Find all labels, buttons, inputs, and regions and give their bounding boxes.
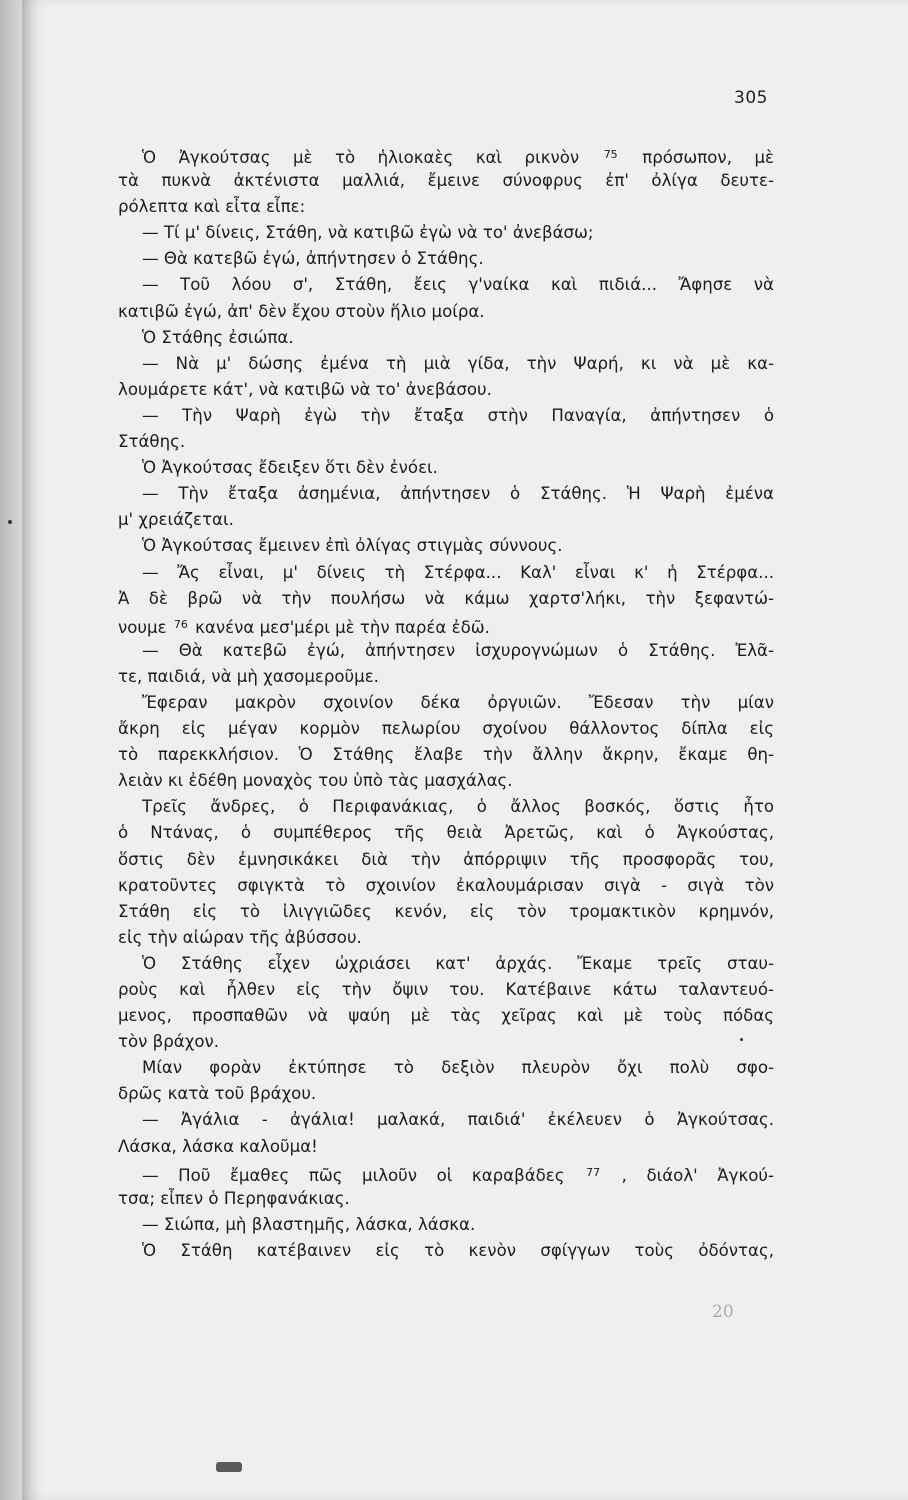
- text-line: [118, 325, 774, 351]
- ink-smudge: [216, 1462, 242, 1472]
- text-line: [118, 612, 774, 638]
- line-text: Ὁ Ἀγκούτσας ἔδειξεν ὅτι δὲν ἐνόει.: [142, 458, 438, 478]
- text-line: [118, 820, 774, 846]
- line-text: — Τοῦ λόου σ', Στάθη, ἔεις γ'ναίκα καὶ πιδιά... Ἄφησε νὰ: [142, 275, 774, 295]
- line-text: — Τί μ' δίνεις, Στάθη, νὰ κατιβῶ ἐγὼ νὰ το' ἀνεβάσω;: [142, 223, 594, 243]
- line-text-continued: κανένα μεσ'μέρι μὲ τὴν παρέα ἐδῶ.: [195, 617, 490, 637]
- body-text: [118, 142, 774, 1264]
- line-text: λειὰν κι ἐδέθη μοναχὸς του ὑπὸ τὰς μασχάλας.: [118, 771, 513, 791]
- line-text: Στάθη εἰς τὸ ἰλιγγιῶδες κενόν, εἰς τὸν τρομακτικὸν κρημνόν,: [118, 901, 774, 921]
- text-line: [118, 847, 774, 873]
- text-line: [118, 246, 774, 272]
- line-text: — Ἄς εἶναι, μ' δίνεις τὴ Στέρφα... Καλ' εἶναι κ' ἡ Στέρφα...: [142, 562, 774, 582]
- text-line: [118, 1186, 774, 1212]
- text-line: [118, 977, 774, 1003]
- line-text: Ὁ Ἀγκούτσας μὲ τὸ ἡλιοκαὲς καὶ ρικνὸν: [142, 148, 580, 167]
- line-text: Ὁ Στάθης εἶχεν ὠχριάσει κατ' ἀρχάς. Ἔκαμε τρεῖς σταυ-: [142, 953, 774, 973]
- line-text: εἰς τὴν αἰώραν τῆς ἀβύσσου.: [118, 927, 362, 947]
- line-text: Μίαν φορὰν ἐκτύπησε τὸ δεξιὸν πλευρὸν ὄχι πολὺ σφο-: [142, 1058, 774, 1078]
- text-line: [118, 1160, 774, 1186]
- text-line: [118, 586, 774, 612]
- page-number: 305: [734, 88, 768, 108]
- text-line: [118, 429, 774, 455]
- line-text-continued: , διάολ' Ἀγκού-: [621, 1165, 774, 1185]
- line-text: ρόλεπτα καὶ εἶτα εἶπε:: [118, 197, 306, 217]
- line-text: κρατοῦντες σφιγκτὰ τὸ σχοινίον ἐκαλουμάρισαν σιγὰ - σιγὰ τὸν: [118, 875, 774, 895]
- line-text: — Νὰ μ' δώσης ἐμένα τὴ μιὰ γίδα, τὴν Ψαρή, κι νὰ μὲ κα-: [142, 353, 774, 373]
- text-line: [118, 377, 774, 403]
- text-line: [118, 925, 774, 951]
- text-line: [118, 899, 774, 925]
- text-line: [118, 1134, 774, 1160]
- text-line: [118, 664, 774, 690]
- line-text: ἄκρη εἰς μέγαν κορμὸν πελωρίου σχοίνου θάλλοντος δίπλα εἰς: [118, 719, 774, 739]
- line-text: — Τὴν ἔταξα ἀσημένια, ἀπήντησεν ὁ Στάθης. Ἡ Ψαρὴ ἐμένα: [142, 484, 774, 504]
- signature-mark: 20: [712, 1302, 734, 1322]
- line-text: ροὺς καὶ ἦλθεν εἰς τὴν ὄψιν του. Κατέβαινε κάτω ταλαντευό-: [118, 980, 774, 999]
- line-text: Ἀ δὲ βρῶ νὰ τὴν πουλήσω νὰ κάμω χαρτσ'λήκι, τὴν ξεφαντώ-: [118, 588, 774, 608]
- text-line: [118, 951, 774, 977]
- line-text-continued: πρόσωπον, μὲ: [642, 148, 774, 167]
- text-line: [118, 142, 774, 168]
- line-text: ὁ Ντάνας, ὁ συμπέθερος τῆς θειὰ Ἀρετῶς, καὶ ὁ Ἀγκούστας,: [118, 823, 774, 843]
- text-line: [118, 455, 774, 481]
- footnote-marker[interactable]: 77: [586, 1165, 601, 1179]
- line-text: — Ποῦ ἔμαθες πῶς μιλοῦν οἱ καραβάδες: [142, 1165, 565, 1185]
- text-line: [118, 690, 774, 716]
- line-text: τὰ πυκνὰ ἀκτένιστα μαλλιά, ἔμεινε σύνοφρυς ἐπ' ὀλίγα δευτε-: [118, 171, 774, 191]
- text-line: [118, 351, 774, 377]
- text-line: [118, 794, 774, 820]
- line-text: τὸν βράχον.: [118, 1032, 220, 1052]
- text-line: [118, 873, 774, 899]
- ink-speck: [8, 520, 12, 524]
- line-text: Ὁ Στάθη κατέβαινεν εἰς τὸ κενὸν σφίγγων τοὺς ὀδόντας,: [142, 1240, 774, 1260]
- line-text: κατιβῶ ἐγώ, ἀπ' δὲν ἔχου στοὺν ἥλιο μοίρα.: [118, 301, 485, 321]
- line-text: — Σιώπα, μὴ βλαστημῆς, λάσκα, λάσκα.: [142, 1214, 476, 1234]
- line-text: ὅστις δὲν ἐμνησικάκει διὰ τὴν ἀπόρριψιν τῆς προσφορᾶς του,: [118, 849, 774, 869]
- book-spine-shadow: [0, 0, 22, 1500]
- text-line: [118, 220, 774, 246]
- text-line: [118, 1055, 774, 1081]
- line-text: τσα; εἶπεν ὁ Περηφανάκιας.: [118, 1188, 350, 1208]
- text-line: [118, 403, 774, 429]
- text-line: [118, 1081, 774, 1107]
- text-line: [118, 194, 774, 220]
- line-text: τὸ παρεκκλήσιον. Ὁ Στάθης ἔλαβε τὴν ἄλλην ἄκρην, ἔκαμε θη-: [118, 745, 774, 765]
- text-line: [118, 1212, 774, 1238]
- footnote-marker[interactable]: 76: [173, 617, 188, 631]
- text-line: [118, 638, 774, 664]
- line-text: λουμάρετε κάτ', νὰ κατιβῶ νὰ το' ἀνεβάσου.: [118, 379, 492, 399]
- text-line: [118, 1238, 774, 1264]
- book-page: [22, 0, 908, 1500]
- text-line: [118, 1029, 774, 1055]
- line-text: δρῶς κατὰ τοῦ βράχου.: [118, 1084, 317, 1104]
- text-line: [118, 299, 774, 325]
- ink-speck: [740, 1038, 743, 1041]
- line-text: Λάσκα, λάσκα καλοῦμα!: [118, 1136, 318, 1156]
- text-line: [118, 272, 774, 298]
- footnote-marker[interactable]: 75: [603, 148, 618, 161]
- text-line: [118, 168, 774, 194]
- line-text: τε, παιδιά, νὰ μὴ χασομεροῦμε.: [118, 666, 379, 686]
- text-line: [118, 481, 774, 507]
- line-text: Ὁ Στάθης ἐσιώπα.: [142, 327, 294, 347]
- line-text: Στάθης.: [118, 432, 186, 452]
- line-text: μ' χρειάζεται.: [118, 510, 234, 530]
- line-text: Τρεῖς ἄνδρες, ὁ Περιφανάκιας, ὁ ἄλλος βοσκός, ὅστις ἦτο: [142, 797, 774, 817]
- text-line: [118, 1003, 774, 1029]
- line-text: Ἔφεραν μακρὸν σχοινίον δέκα ὀργυιῶν. Ἔδεσαν τὴν μίαν: [142, 692, 774, 712]
- line-text: — Τὴν Ψαρὴ ἐγὼ τὴν ἔταξα στὴν Παναγία, ἀπήντησεν ὁ: [142, 405, 774, 425]
- text-line: [118, 742, 774, 768]
- text-line: [118, 560, 774, 586]
- line-text: νουμε: [118, 617, 167, 637]
- text-line: [118, 716, 774, 742]
- text-line: [118, 1107, 774, 1133]
- line-text: Ὁ Ἀγκούτσας ἔμεινεν ἐπὶ ὀλίγας στιγμὰς σύννους.: [142, 536, 563, 556]
- text-line: [118, 768, 774, 794]
- text-line: [118, 507, 774, 533]
- line-text: — Θὰ κατεβῶ ἐγώ, ἀπήντησεν ἰσχυρογνώμων ὁ Στάθης. Ἐλᾶ-: [142, 640, 774, 660]
- line-text: — Θὰ κατεβῶ ἐγώ, ἀπήντησεν ὁ Στάθης.: [142, 249, 484, 269]
- text-line: [118, 533, 774, 559]
- line-text: — Ἀγάλια - ἀγάλια! μαλακά, παιδιά' ἐκέλευεν ὁ Ἀγκούτσας.: [142, 1110, 774, 1130]
- line-text: μενος, προσπαθῶν νὰ ψαύη μὲ τὰς χεῖρας καὶ μὲ τοὺς πόδας: [118, 1006, 774, 1026]
